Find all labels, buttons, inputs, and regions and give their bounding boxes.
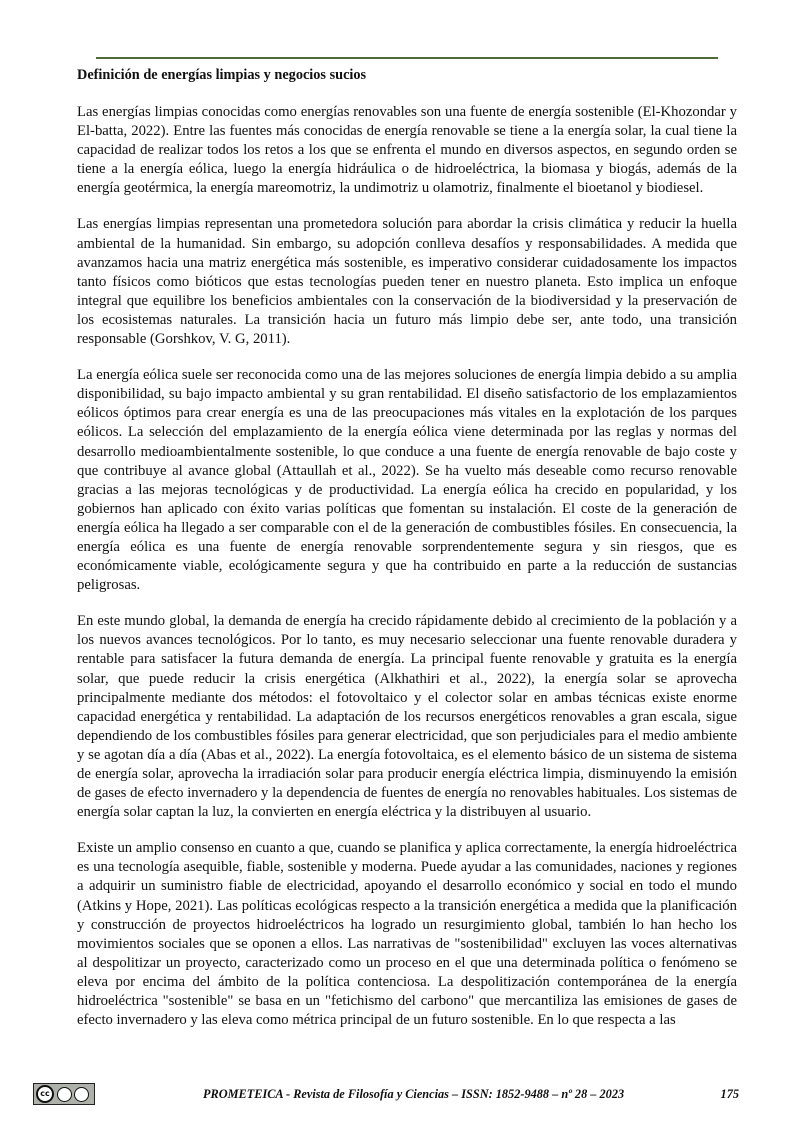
page-number: 175	[720, 1087, 739, 1101]
section-heading: Definición de energías limpias y negocios sucios	[77, 67, 367, 83]
creative-commons-license-badge[interactable]	[33, 1083, 95, 1105]
paragraph-1: Las energías limpias conocidas como energías renovables son una fuente de energía sostenible (El-Khozondar y El-batta, 2022). Entre las fuentes más conocidas de energía renovable se tiene a la energía solar, la cual tiene la capacidad de realizar todos los retos a los que se enfrenta el mundo en diversos aspectos, en segundo orden se tiene a la energía eólica, luego la energía hidráulica o de hidroeléctrica, la biomasa y biogás, además de la energía geotérmica, la energía mareomotriz, la undimotriz u olamotriz, finalmente el bioetanol y biodiesel.	[77, 104, 737, 197]
by-attribution-icon	[57, 1087, 72, 1102]
journal-citation: PROMETEICA - Revista de Filosofía y Ciencias – ISSN: 1852-9488 – nº 28 – 2023	[203, 1087, 625, 1101]
paragraph-5: Existe un amplio consenso en cuanto a que, cuando se planifica y aplica correctamente, la energía hidroeléctrica es una tecnología asequible, fiable, sostenible y moderna. Puede ayudar a las comunidades, naciones y regiones a adquirir un suministro fiable de electricidad, apoyando el desarrollo económico y social en todo el mundo (Atkins y Hope, 2021). Las políticas ecológicas respecto a la transición energética a medida que la planificación y construcción de proyectos hidroeléctricos ha logrado un resurgimiento global, también lo han hecho los movimientos sociales que se oponen a ellos. Las narrativas de "sostenibilidad" excluyen las voces alternativas al despolitizar un proyecto, caracterizado como un proceso en el que una determinada política o fenómeno se eleva por encima del ámbito de la política contenciosa. La despolitización contemporánea de la energía hidroeléctrica "sostenible" se basa en un "fetichismo del carbono" que mercantiliza las emisiones de gases de efecto invernadero y las eleva como métrica principal de un futuro sostenible. En lo que respecta a las	[77, 840, 737, 1029]
paragraph-2: Las energías limpias representan una prometedora solución para abordar la crisis climática y reducir la huella ambiental de la humanidad. Sin embargo, su adopción conlleva desafíos y responsabilidades. A medida que avanzamos hacia una matriz energética más sostenible, es imperativo considerar cuidadosamente los impactos tanto físicos como bióticos que estas tecnologías pueden tener en nuestro planeta. Esto implica un enfoque integral que equilibre los beneficios ambientales con la conservación de la biodiversidad y la preservación de los ecosistemas naturales. La transición hacia un futuro más limpio debe ser, ante todo, una transición responsable (Gorshkov, V. G, 2011).	[77, 216, 737, 348]
cc-icon: cc	[36, 1085, 54, 1103]
noncommercial-icon	[74, 1087, 89, 1102]
header-rule	[96, 57, 718, 59]
article-body	[77, 103, 737, 1047]
paragraph-3: La energía eólica suele ser reconocida como una de las mejores soluciones de energía limpia debido a su amplia disponibilidad, su bajo impacto ambiental y su gran rentabilidad. El diseño satisfactorio de los emplazamientos eólicos óptimos para crear energía es una de las preocupaciones más vitales en la explotación de los parques eólicos. La selección del emplazamiento de la energía eólica viene determinada por las reglas y normas del desarrollo medioambientalmente sostenible, lo que conduce a una fuente de energía renovable de bajo coste y que contribuye al avance global (Attaullah et al., 2022). Se ha vuelto más deseable como recurso renovable gracias a las mejoras tecnológicas y de productividad. La energía eólica ha crecido en popularidad, y los gobiernos han aplicado con éxito varias políticas que fomentan su instalación. El coste de la generación de energía eólica ha llegado a ser comparable con el de la generación de combustibles fósiles. En consecuencia, la energía eólica es una fuente de energía renovable sorprendentemente segura y sin riesgos, que es económicamente viable, ecológicamente segura y que ha contribuido en parte a la reducción de sustancias peligrosas.	[77, 367, 737, 594]
paragraph-4: En este mundo global, la demanda de energía ha crecido rápidamente debido al crecimiento de la población y a los nuevos avances tecnológicos. Por lo tanto, es muy necesario seleccionar una fuente renovable duradera y rentable para satisfacer la futura demanda de energía. La principal fuente renovable y gratuita es la energía solar, que puede reducir la crisis energética (Alkhathiri et al., 2022), la energía solar se aprovecha principalmente mediante dos métodos: el fotovoltaico y el colector solar en ambas técnicas existe enorme capacidad energética y rentabilidad. La adaptación de los recursos energéticos renovables a gran escala, sigue dependiendo de los combustibles fósiles para generar electricidad, que son perjudiciales para el medio ambiente y se agotan día a día (Abas et al., 2022). La energía fotovoltaica, es el elemento básico de un sistema de sistema de energía solar, aprovecha la irradiación solar para producir energía eléctrica limpia, disminuyendo la emisión de gases de efecto invernadero y la dependencia de fuentes de energía no renovables habituales. Los sistemas de energía solar captan la luz, la convierten en energía eléctrica y la distribuyen al usuario.	[77, 613, 737, 821]
page-footer	[33, 1083, 739, 1105]
